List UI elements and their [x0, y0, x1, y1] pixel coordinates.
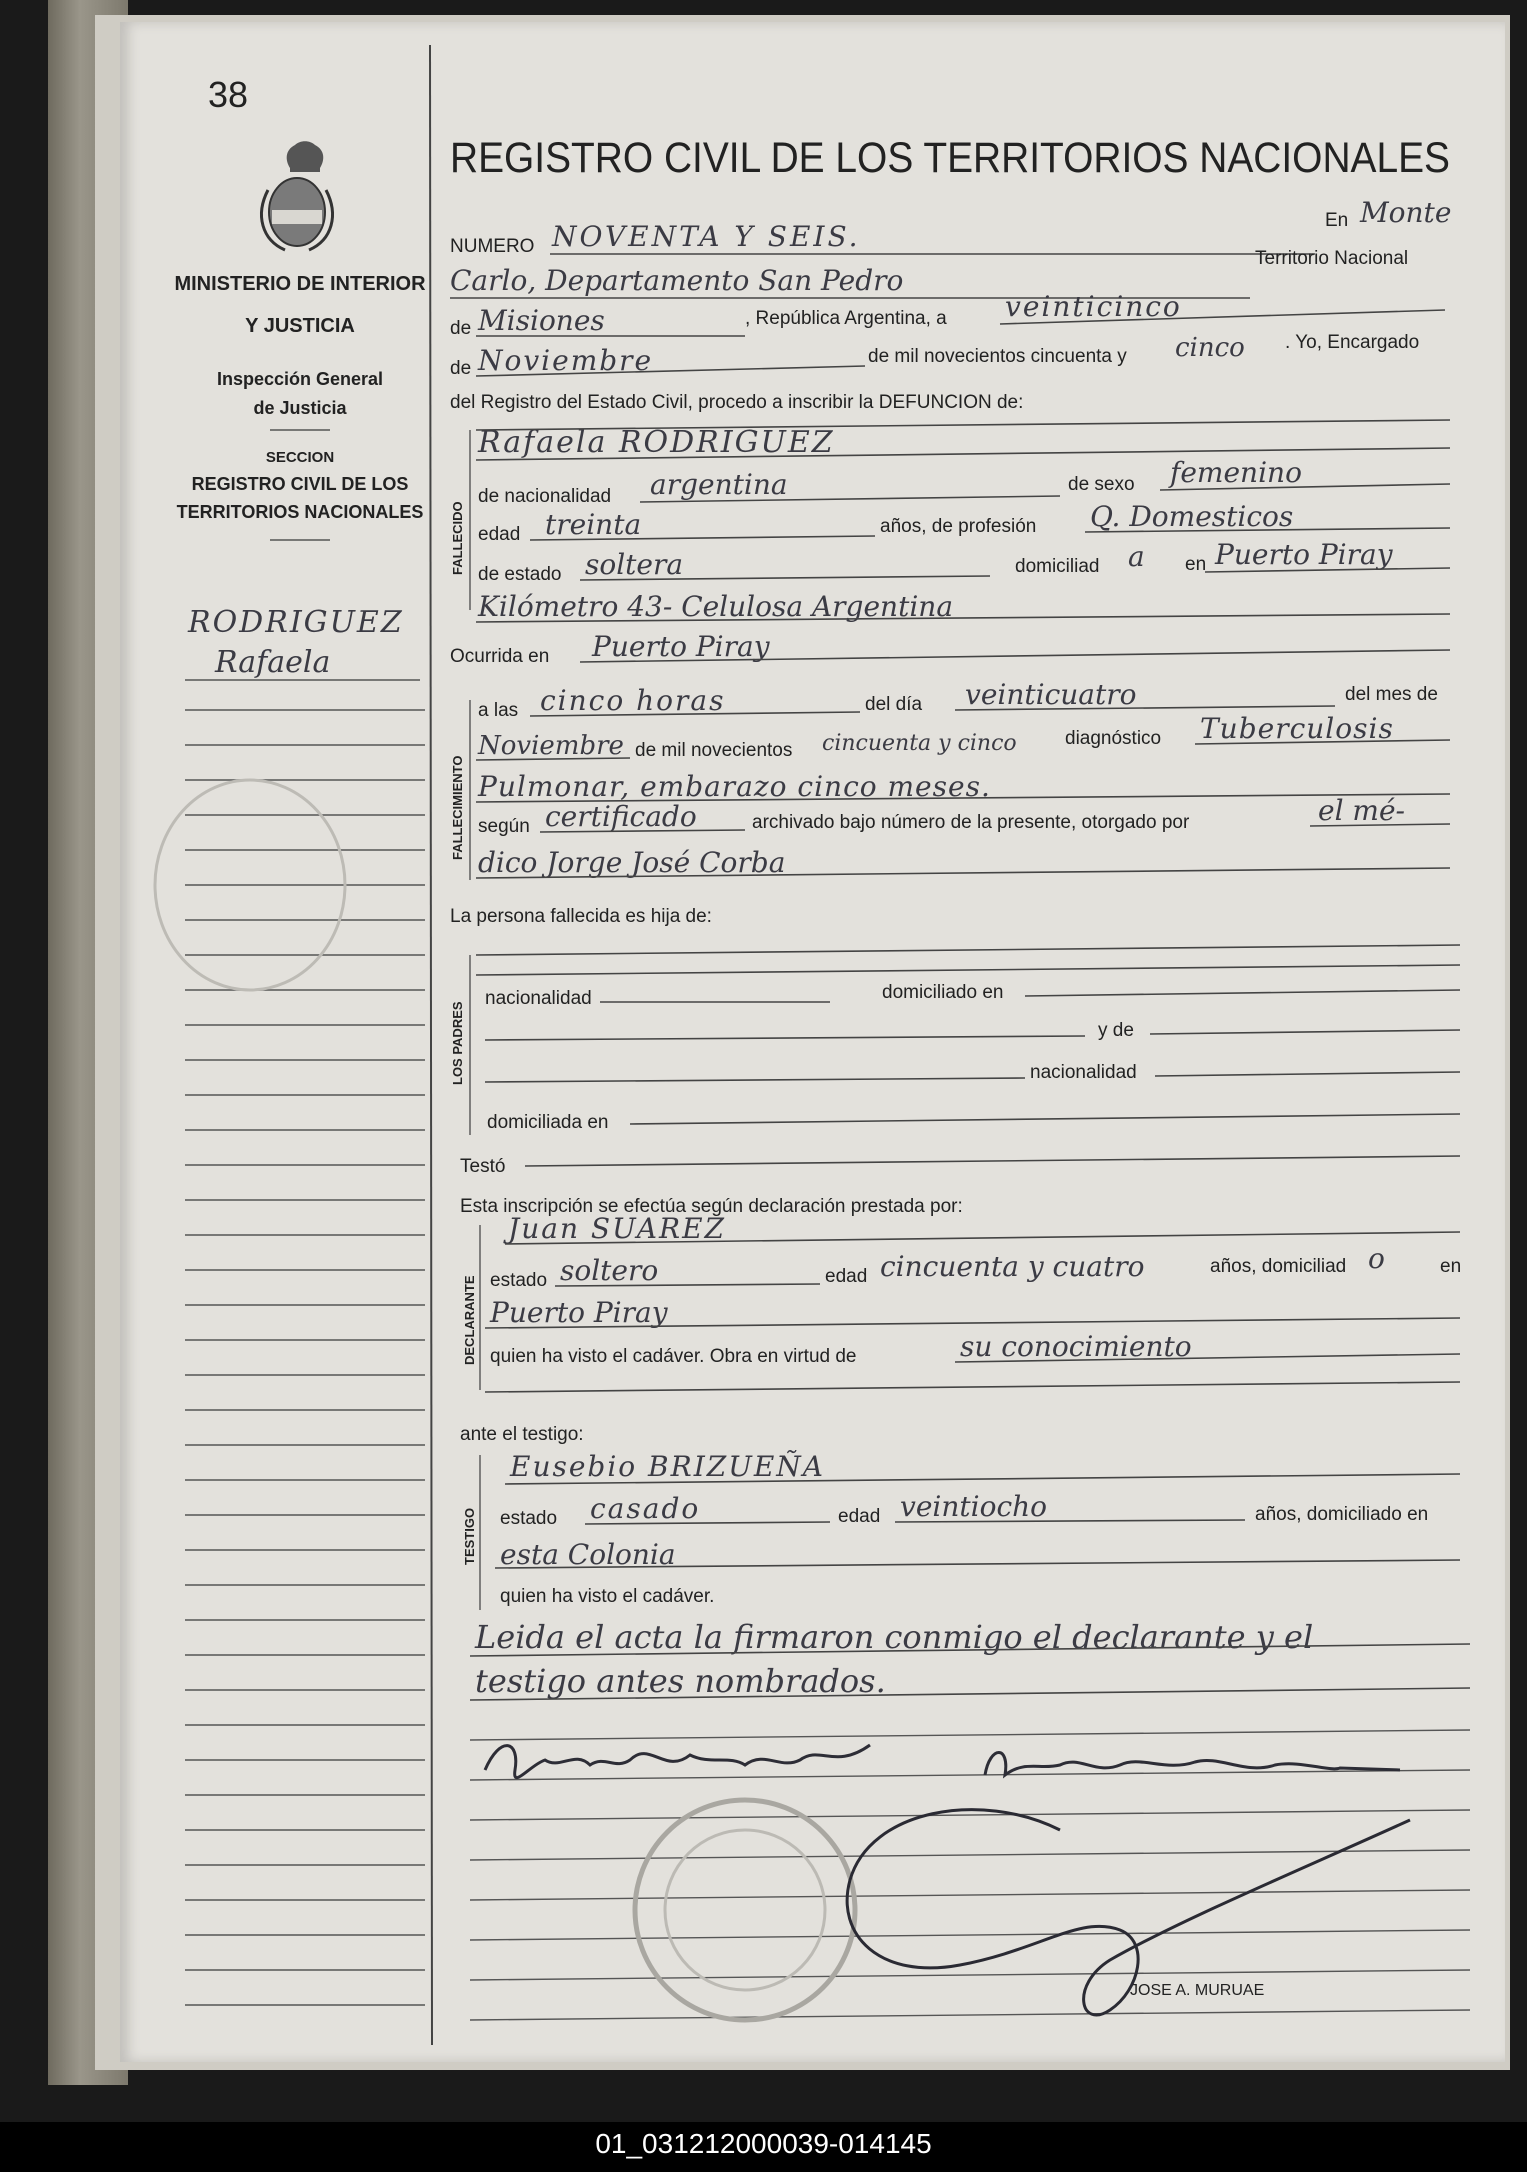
svg-text:de mil novecientos cincuenta y: de mil novecientos cincuenta y: [868, 346, 1127, 367]
section-line-1: REGISTRO CIVIL DE LOS: [191, 474, 409, 494]
svg-text:quien ha visto el cadáver.: quien ha visto el cadáver.: [500, 1586, 715, 1607]
testigo-estado-value: casado: [590, 1492, 701, 1525]
svg-text:o: o: [1368, 1242, 1385, 1275]
inspection-line-1: Inspección General: [216, 369, 384, 389]
mes-value: Noviembre: [478, 731, 624, 761]
svg-text:y de: y de: [1098, 1020, 1134, 1041]
horas-value: cinco horas: [540, 684, 726, 717]
segun-value: certificado: [545, 800, 697, 833]
testigo-name: Eusebio BRIZUEÑA: [510, 1450, 825, 1483]
svg-text:edad: edad: [825, 1266, 868, 1287]
intro-text: del Registro del Estado Civil, procedo a inscribir la DEFUNCION de:: [450, 392, 1024, 413]
svg-text:del día: del día: [865, 694, 923, 715]
anio-value: cincuenta y cinco: [822, 731, 1017, 756]
svg-text:FALLECIMIENTO: FALLECIMIENTO: [450, 755, 465, 860]
profesion-value: Q. Domesticos: [1090, 500, 1294, 533]
declarante-edad-value: cincuenta y cuatro: [880, 1250, 1145, 1283]
section-line-2: TERRITORIOS NACIONALES: [176, 502, 424, 522]
svg-text:nacionalidad: nacionalidad: [485, 988, 592, 1009]
svg-text:de mil novecientos: de mil novecientos: [635, 740, 793, 761]
signature-area-lines: [470, 1730, 1470, 2020]
coat-of-arms-icon: [262, 141, 333, 250]
padres-intro: La persona fallecida es hija de:: [450, 906, 712, 927]
closing-text: [470, 1618, 1470, 1700]
diagnostico-value-2: Pulmonar, embarazo cinco meses.: [478, 770, 991, 803]
svg-text:archivado bajo número de la pr: archivado bajo número de la presente, otorgado por: [752, 812, 1190, 833]
testo-label: Testó: [460, 1156, 506, 1177]
testigo-domicilio-value: esta Colonia: [500, 1538, 676, 1571]
svg-text:Territorio Nacional: Territorio Nacional: [1255, 248, 1409, 269]
inspection-line-2: de Justicia: [253, 398, 347, 418]
svg-text:TESTIGO: TESTIGO: [462, 1507, 477, 1565]
ocurrida-value: Puerto Piray: [592, 630, 770, 663]
estado-value: soltera: [585, 548, 684, 581]
svg-text:quien ha visto el cadáver. Obr: quien ha visto el cadáver. Obra en virtud de: [490, 1346, 857, 1367]
header-section: [450, 196, 1451, 413]
territorio-value: Misiones: [478, 304, 605, 337]
margin-header: [174, 273, 426, 540]
svg-text:Ocurrida en: Ocurrida en: [450, 646, 550, 667]
margin-ruled-lines: [185, 710, 425, 2005]
declarante-section: [462, 1212, 1461, 1392]
registrar-signature: [847, 1810, 1410, 2015]
svg-text:FALLECIDO: FALLECIDO: [450, 501, 465, 575]
closing-line-2: testigo antes nombrados.: [475, 1662, 886, 1700]
domicilio-value-2: Kilómetro 43- Celulosa Argentina: [478, 590, 954, 623]
section-label: SECCION: [265, 449, 335, 466]
svg-text:según: según: [478, 816, 530, 837]
declarante-estado-value: soltero: [560, 1254, 659, 1287]
svg-text:de estado: de estado: [478, 564, 562, 585]
svg-text:. Yo, Encargado: . Yo, Encargado: [1285, 332, 1420, 353]
svg-text:NUMERO: NUMERO: [450, 236, 535, 257]
page-title: REGISTRO CIVIL DE LOS TERRITORIOS NACIONALES: [450, 134, 1450, 182]
margin-note-surname: RODRIGUEZ: [188, 605, 404, 640]
padres-section: [450, 945, 1460, 1135]
dia-value: veinticuatro: [965, 678, 1137, 711]
svg-text:domiciliad: domiciliad: [1015, 556, 1100, 577]
official-seal-icon: [635, 1800, 855, 2020]
nacionalidad-value: argentina: [650, 468, 788, 501]
ministry-line-1: MINISTERIO DE INTERIOR: [174, 273, 426, 295]
month-value: Noviembre: [478, 344, 654, 377]
svg-text:estado: estado: [490, 1270, 548, 1291]
svg-text:de nacionalidad: de nacionalidad: [478, 486, 612, 507]
testigo-intro: ante el testigo:: [460, 1424, 584, 1445]
declarante-cadaver-value: su conocimiento: [960, 1330, 1192, 1363]
svg-text:edad: edad: [478, 524, 521, 545]
declarante-signature: [485, 1745, 870, 1778]
edad-value: treinta: [545, 508, 642, 541]
svg-text:domiciliada en: domiciliada en: [487, 1112, 609, 1133]
ministry-line-2: Y JUSTICIA: [245, 315, 355, 337]
svg-text:a: a: [1128, 540, 1145, 573]
svg-text:años, domiciliad: años, domiciliad: [1210, 1256, 1347, 1277]
svg-text:edad: edad: [838, 1506, 881, 1527]
svg-text:estado: estado: [500, 1508, 558, 1529]
registrar-name-stamp: JOSE A. MURUAE: [1130, 1982, 1265, 1999]
testigo-section: [462, 1450, 1460, 1610]
svg-text:en: en: [1185, 554, 1207, 575]
svg-text:de sexo: de sexo: [1068, 474, 1135, 495]
deceased-name: Rafaela RODRIGUEZ: [478, 425, 835, 460]
declarante-domicilio-value: Puerto Piray: [490, 1296, 668, 1329]
domicilio-value: Puerto Piray: [1215, 538, 1393, 571]
margin-note-name: Rafaela: [215, 645, 331, 680]
declarante-name: Juan SUAREZ: [508, 1212, 726, 1245]
svg-text:en: en: [1440, 1256, 1462, 1277]
svg-text:domiciliado en: domiciliado en: [882, 982, 1004, 1003]
margin-divider: [430, 45, 432, 2045]
svg-text:Monte: Monte: [1360, 196, 1452, 229]
otorgado-value-2: dico Jorge José Corba: [478, 846, 786, 879]
svg-text:nacionalidad: nacionalidad: [1030, 1062, 1137, 1083]
svg-text:DECLARANTE: DECLARANTE: [462, 1275, 477, 1365]
day-value: veinticinco: [1005, 290, 1182, 323]
testigo-edad-value: veintiocho: [900, 1490, 1048, 1523]
place-value: Carlo, Departamento San Pedro: [450, 264, 904, 297]
svg-text:a las: a las: [478, 700, 519, 721]
numero-value: NOVENTA Y SEIS.: [552, 220, 861, 253]
closing-line-1: Leida el acta la firmaron conmigo el declarante y el: [475, 1618, 1314, 1656]
svg-text:En: En: [1325, 210, 1349, 231]
svg-text:LOS PADRES: LOS PADRES: [450, 1001, 465, 1085]
page-number: 38: [208, 74, 249, 115]
svg-text:, República Argentina, a: , República Argentina, a: [745, 308, 947, 329]
svg-text:de: de: [450, 318, 472, 339]
fallecimiento-section: [450, 678, 1450, 880]
svg-text:años, domiciliado en: años, domiciliado en: [1255, 1504, 1429, 1525]
diagnostico-value: Tuberculosis: [1200, 712, 1394, 745]
declarante-intro: Esta inscripción se efectúa según declaración prestada por:: [460, 1196, 963, 1217]
svg-text:de: de: [450, 358, 472, 379]
otorgado-value: el mé-: [1318, 794, 1406, 827]
fallecido-section: [450, 420, 1450, 623]
svg-text:diagnóstico: diagnóstico: [1065, 728, 1162, 749]
svg-text:años, de profesión: años, de profesión: [880, 516, 1037, 537]
image-caption: 01_031212000039-014145: [595, 2128, 932, 2159]
year-value: cinco: [1175, 333, 1245, 363]
svg-text:del mes de: del mes de: [1345, 684, 1438, 705]
sexo-value: femenino: [1170, 456, 1302, 489]
